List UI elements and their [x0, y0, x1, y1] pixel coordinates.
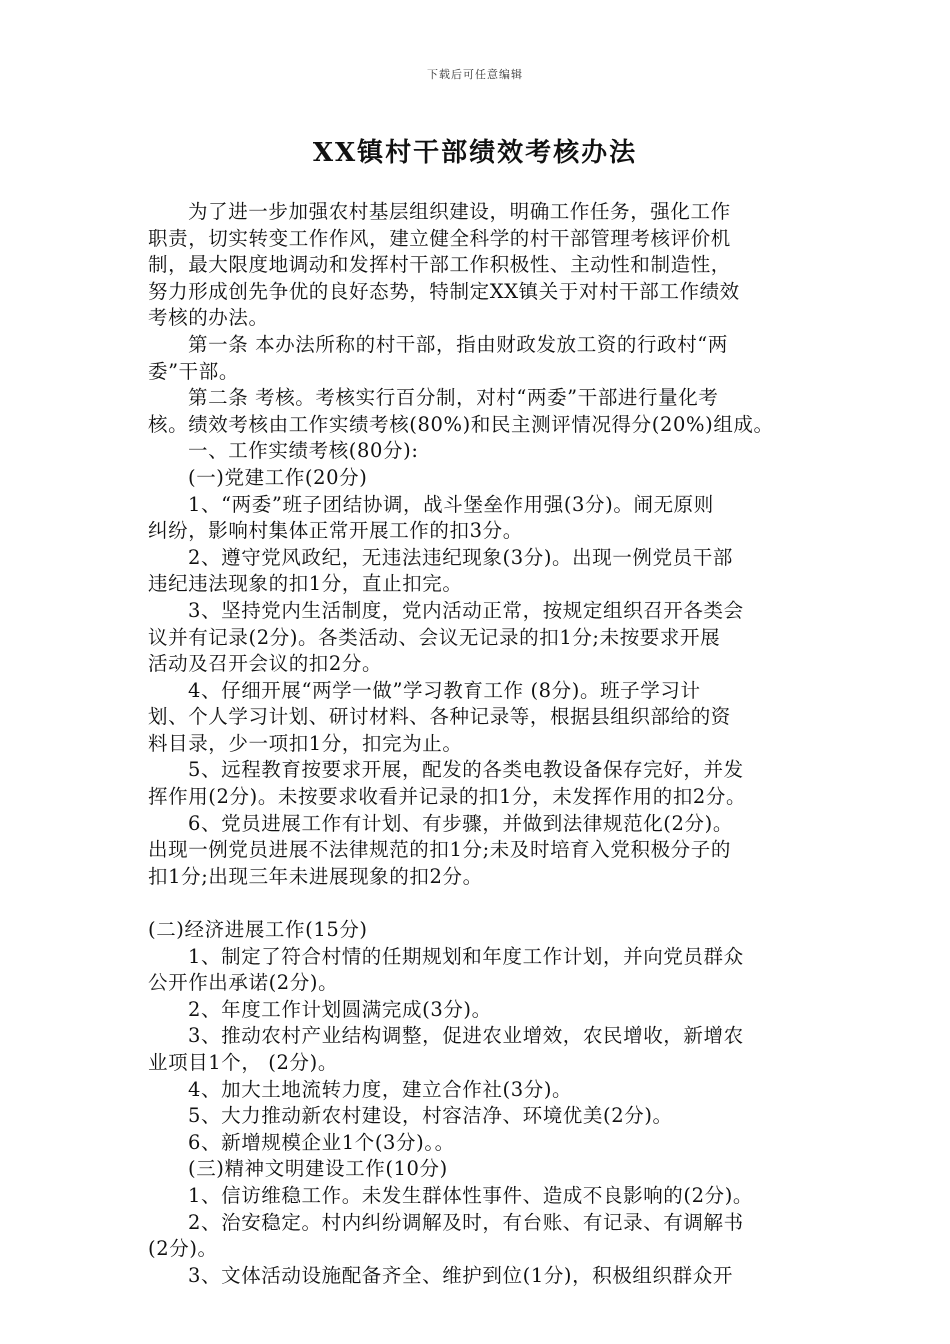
text-line: 第二条 考核。考核实行百分制，对村“两委”干部进行量化考 [188, 386, 719, 410]
text-line: 5、远程教育按要求开展，配发的各类电教设备保存完好，并发 [188, 758, 744, 782]
text-line: 职责，切实转变工作作风，建立健全科学的村干部管理考核评价机 [148, 226, 731, 250]
text-line: 1、“两委”班子团结协调，战斗堡垒作用强(3分)。闹无原则 [188, 492, 714, 516]
text-line: 料目录，少一项扣1分，扣完为止。 [148, 731, 463, 755]
text-line: 4、加大土地流转力度，建立合作社(3分)。 [188, 1077, 573, 1101]
text-line: 委”干部。 [148, 359, 239, 383]
text-line: 1、信访维稳工作。未发生群体性事件、造成不良影响的(2分)。 [188, 1183, 754, 1207]
text-line: 2、遵守党风政纪，无违法违纪现象(3分)。出现一例党员干部 [188, 545, 733, 569]
text-line: 划、个人学习计划、研讨材料、各种记录等，根据县组织部给的资 [148, 705, 731, 729]
text-line: 议并有记录(2分)。各类活动、会议无记录的扣1分;未按要求开展 [148, 625, 721, 649]
text-line: 为了进一步加强农村基层组织建设，明确工作任务，强化工作 [188, 200, 731, 223]
text-line: 努力形成创先争优的良好态势，特制定XX镇关于对村干部工作绩效 [148, 279, 740, 303]
text-line: 制，最大限度地调动和发挥村干部工作积极性、主动性和制造性， [148, 253, 731, 277]
text-line: 5、大力推动新农村建设，村容洁净、环境优美(2分)。 [188, 1104, 673, 1128]
text-line: 考核的办法。 [148, 306, 269, 330]
text-line: 3、文体活动设施配备齐全、维护到位(1分)，积极组织群众开 [188, 1263, 733, 1287]
document-body [148, 199, 808, 1289]
text-line: (2分)。 [148, 1237, 218, 1261]
document-title: XX镇村干部绩效考核办法 [312, 138, 638, 168]
text-line: 3、坚持党内生活制度，党内活动正常，按规定组织召开各类会 [188, 598, 744, 622]
page-header-note: 下载后可任意编辑 [427, 68, 523, 81]
text-line: 6、新增规模企业1个(3分)。。 [188, 1130, 455, 1154]
blank-line [148, 890, 808, 917]
text-line: 2、年度工作计划圆满完成(3分)。 [188, 997, 492, 1021]
text-line: 6、党员进展工作有计划、有步骤，并做到法律规范化(2分)。 [188, 811, 733, 835]
text-line: 第一条 本办法所称的村干部，指由财政发放工资的行政村“两 [188, 332, 728, 356]
text-line: 核。绩效考核由工作实绩考核(80%)和民主测评情况得分(20%)组成。 [148, 412, 774, 436]
text-line: 出现一例党员进展不法律规范的扣1分;未及时培育入党积极分子的 [148, 838, 731, 862]
text-line: (二)经济进展工作(15分) [148, 918, 368, 942]
text-line: 3、推动农村产业结构调整，促进农业增效，农民增收，新增农 [188, 1024, 744, 1048]
text-line: (一)党建工作(20分) [188, 465, 368, 489]
text-line: 一、工作实绩考核(80分): [188, 439, 419, 463]
text-line: 纠纷，影响村集体正常开展工作的扣3分。 [148, 519, 523, 543]
text-line: 业项目1个， (2分)。 [148, 1051, 338, 1074]
text-line: 挥作用(2分)。未按要求收看并记录的扣1分，未发挥作用的扣2分。 [148, 785, 747, 809]
text-line: 扣1分;出现三年未进展现象的扣2分。 [148, 864, 483, 888]
text-line: 公开作出承诺(2分)。 [148, 971, 339, 995]
text-line: 4、仔细开展“两学一做”学习教育工作 (8分)。班子学习计 [188, 678, 701, 702]
text-line: 违纪违法现象的扣1分，直止扣完。 [148, 572, 463, 596]
text-line: (三)精神文明建设工作(10分) [188, 1157, 448, 1181]
text-line: 2、治安稳定。村内纠纷调解及时，有台账、有记录、有调解书 [188, 1210, 744, 1234]
text-line: 1、制定了符合村情的任期规划和年度工作计划，并向党员群众 [188, 944, 744, 968]
text-line: 活动及召开会议的扣2分。 [148, 652, 383, 676]
